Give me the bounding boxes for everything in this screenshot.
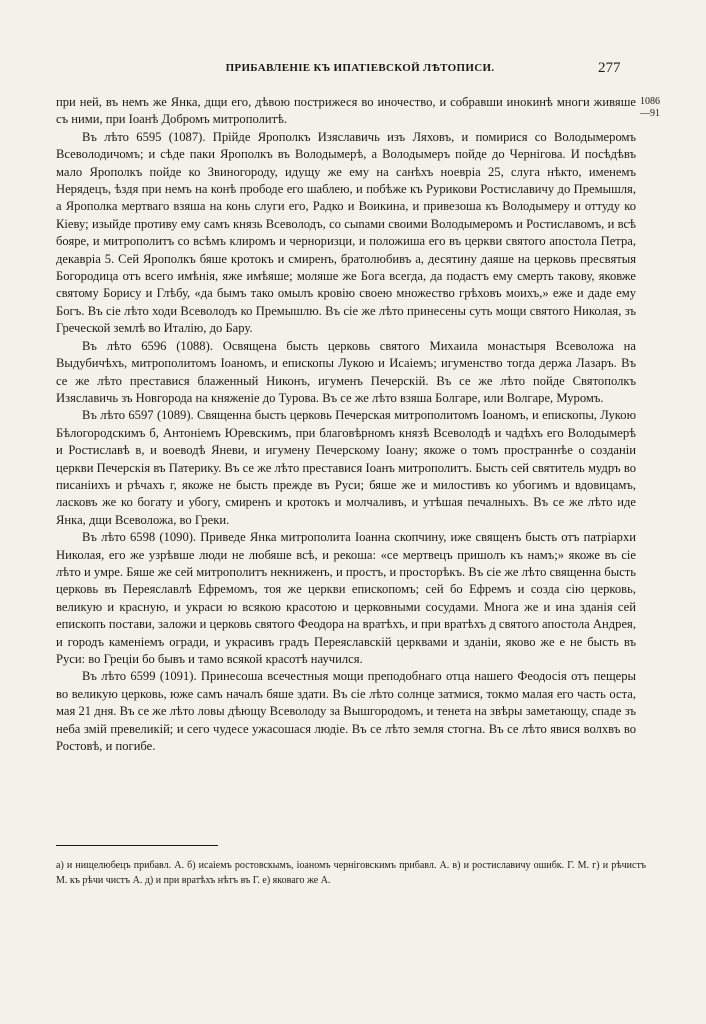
margin-year-range: [640, 96, 660, 120]
paragraph-year-6595: Въ лѣто 6595 (1087). Прійде Ярополкъ Изяславичь изъ Ляховъ, и помирися со Володымеромъ Всеволодичомъ; и сѣде паки Ярополкъ въ Володымерѣ, а Володымеръ пойде до Чернігова. И посѣдѣвъ мало Ярополкъ пойде ко Звиногороду, идущу же ему на санѣхъ ноевріа 25, слуга нѣкто, именемъ Нерядецъ, ѣздя при немъ на конѣ прободе его шаблею, и побѣже къ Рурикови Ростиславичу до Премышля, а Ярополка мертваго взяша на конь слуги его, Радко и Воикина, и привезоша къ Володымеру и оттуду ко Кіеву; изыйде противу ему самъ князь Всеволодъ, со сыnами своими Володымеромъ и Ростиславомъ, и всѣ бояре, и митрополитъ со всѣмъ клиромъ и черноризци, и положиша его въ церкви святого апостола Петра, декавріа 5. Сей Ярополкъ бяше кротокъ и смиренъ, братолюбивъ а, десятину даяше на церковь пресвятыя Богородица отъ всего имѣнія, яже имѣяше; моляше же Бога всегда, да подастъ ему смерть такову, яковже святому Борису и Глѣбу, «да бымъ тако омылъ кровію своею множество грѣховъ моихъ,» еже и даде ему Богъ. Въ сіе лѣто ходи Всеволодъ ко Премышлю. Въ сіе же лѣто принесены суть мощи святого Николая, зъ Греческой землѣ во Италію, до Бару.: [56, 129, 636, 336]
footnotes: [56, 858, 646, 888]
running-header-title: ПРИБАВЛЕНІЕ КЪ ИПАТІЕВСКОЙ ЛѢТОПИСИ.: [225, 62, 495, 74]
margin-year-end: —91: [640, 108, 660, 119]
margin-year-start: 1086: [640, 96, 660, 107]
page-number: 277: [598, 60, 621, 76]
footnote-divider: [56, 845, 218, 846]
footnote-text: а) и нищелюбецъ прибавл. А. б) исаіемъ ростовскымъ, іоаномъ черніговскимъ прибавл. А. в) и ростиславичу ошибк. Г. М. г) и рѣчистъ М. къ рѣчи чистъ А. д) и при вратѣхъ нѣтъ въ Г. е) яковаго же А.: [56, 860, 646, 886]
paragraph-year-6596: Въ лѣто 6596 (1088). Освящена бысть церковь святого Михаила монастыря Всеволожа на Выдубичѣхъ, митрополитомъ Іоаномъ, и епископы Лукою и Исаіемъ; игуменство тогда держа Лазаръ. Въ се же лѣто преставися блаженный Никонъ, игуменъ Печерскій. Въ се же лѣто пойде Святополкъ Изяславичь зъ Новгорода на княженіе до Турова. Въ се же лѣто взяша Болгаре, или Волгаре, Муромъ.: [56, 338, 636, 405]
paragraph-continuation: при ней, въ немъ же Янка, дщи его, дѣвою пострижеся во иночество, и собравши инокинѣ многи живяше съ ними, при Іоанѣ Добромъ митрополитѣ.: [56, 95, 636, 127]
paragraph-year-6597: Въ лѣто 6597 (1089). Священна бысть церковь Печерская митрополитомъ Іоаномъ, и епископы, Лукою Бѣлогородскимъ б, Антоніемъ Юревскимъ, при благовѣрномъ князѣ Всеволодѣ и чадѣхъ его Володымерѣ и Ростиславѣ в, и воеводѣ Яневи, и игумену Печерскому Іоану; якоже о томъ пространнѣе о созданіи церкви Печерскія въ Патерику. Въ се же лѣто преставися Іоанъ митрополитъ. Бысть сей святитель мудръ во писаніихъ и рѣчахъ г, якоже не бысть прежде въ Руси; бяше же и милостивъ ко убогимъ и вдовицамъ, ласковъ же ко богату и убогу, смиренъ и кротокъ и молчаливъ, и утѣшая печалныхъ. Въ се же лѣто иде Янка, дщи Всеволожа, во Греки.: [56, 408, 636, 527]
chronicle-text: [56, 94, 636, 755]
paragraph-year-6598: Въ лѣто 6598 (1090). Приведе Янка митрополита Іоанна скопчину, иже священъ бысть отъ патріархи Николая, его же узрѣвше люди не любяше всѣ, и рекоша: «се мертвецъ пришолъ къ намъ;» якоже въ сіе лѣто и умре. Бяше же сей митрополитъ некниженъ, и простъ, и просторѣкъ. Въ сіе же лѣто священна бысть церковь въ Переяславлѣ Ефремомъ, тоя же церкви епископомъ; сей бо Ефремъ и созда сію церковь, великую и красную, и украси ю всякою красотою и церковными сосудами. Многа же и ина зданія сей епископъ постави, заложи и церковь святого Феодора на вратѣхъ, и при вратѣхъ д святого апостола Андрея, и городъ каменіемъ огради, и украсивъ градъ Переяславскій церквами и зданіи, яково же е не бысть въ Руси: во Греціи бо бывъ и тамо всякой красотѣ научился.: [56, 530, 636, 666]
paragraph-year-6599: Въ лѣто 6599 (1091). Принесоша всечестныя мощи преподобнаго отца нашего Феодосія отъ пещеры во великую церковь, юже самъ началъ бяше здати. Въ сіе лѣто солнце затмися, токмо малая его часть оста, мая 21 дня. Въ се же лѣто ловы дѣющу Всеволоду за Вышгородомъ, и тенета на звѣры заметающу, спаде зъ неба змій превеликій; и сего чудесе ужасошася людіе. Въ се лѣто земля стогна. Въ се лѣто явися волхвъ во Ростовѣ, и погибе.: [56, 669, 636, 754]
